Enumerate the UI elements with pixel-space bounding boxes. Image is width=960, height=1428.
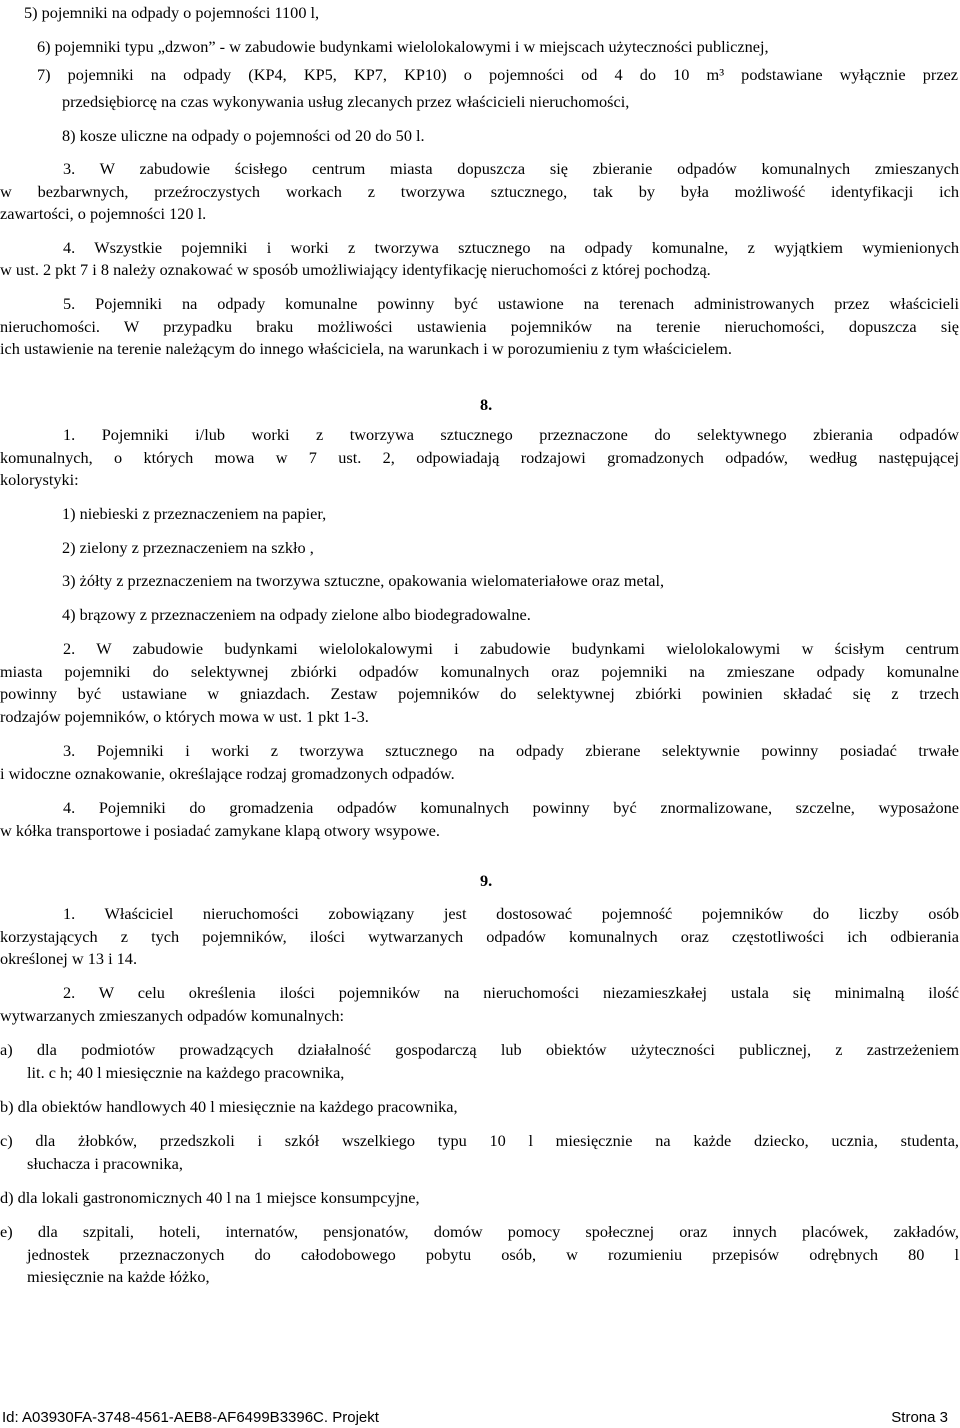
section-heading: 8.	[480, 395, 493, 414]
page-number: Strona 3	[891, 1409, 948, 1426]
paragraph-line: i widoczne oznakowanie, określające rodzaj gromadzonych odpadów.	[0, 764, 455, 783]
list-item: b) dla obiektów handlowych 40 l miesięcznie na każdego pracownika,	[0, 1097, 458, 1116]
paragraph-line: miasta pojemniki do selektywnej zbiórki odpadów komunalnych oraz pojemniki na zmieszane odpady komunalne	[0, 662, 959, 681]
paragraph-line: 3. W zabudowie ścisłego centrum miasta dopuszcza się zbieranie odpadów komunalnych zmieszanych	[63, 159, 959, 178]
list-item-continuation: jednostek przeznaczonych do całodobowego pobytu osób, w rozumieniu przepisów odrębnych 80 l	[27, 1245, 959, 1264]
paragraph-line: wytwarzanych zmieszanych odpadów komunalnych:	[0, 1006, 345, 1025]
paragraph-line: komunalnych, o których mowa w 7 ust. 2, odpowiadają rodzajowi gromadzonych odpadów, według następującej	[0, 448, 959, 467]
paragraph-line: 4. Pojemniki do gromadzenia odpadów komunalnych powinny być znormalizowane, szczelne, wyposażone	[63, 798, 959, 817]
list-item: 3) żółty z przeznaczeniem na tworzywa sztuczne, opakowania wielomateriałowe oraz metal,	[62, 571, 665, 590]
paragraph-line: 2. W zabudowie budynkami wielolokalowymi i zabudowie budynkami wielolokalowymi w ścisłym centrum	[63, 639, 959, 658]
list-item: 2) zielony z przeznaczeniem na szkło ,	[62, 538, 314, 557]
list-item: 1) niebieski z przeznaczeniem na papier,	[62, 504, 327, 523]
paragraph-line: kolorystyki:	[0, 470, 79, 489]
list-item-continuation: miesięcznie na każde łóżko,	[27, 1267, 210, 1286]
paragraph-line: korzystających z tych pojemników, ilości wytwarzanych odpadów komunalnych oraz częstotliwości ich odbierania	[0, 927, 959, 946]
paragraph-line: 2. W celu określenia ilości pojemników na nieruchomości niezamieszkałej ustala się minimalną ilość	[63, 983, 959, 1002]
paragraph-line: określonej w 13 i 14.	[0, 949, 138, 968]
list-item: e) dla szpitali, hoteli, internatów, pensjonatów, domów pomocy społecznej oraz innych placówek, zakładów,	[0, 1222, 959, 1241]
list-item: c) dla żłobków, przedszkoli i szkół wszelkiego typu 10 l miesięcznie na każde dziecko, ucznia, studenta,	[0, 1131, 959, 1150]
list-item-continuation: słuchacza i pracownika,	[27, 1154, 183, 1173]
paragraph-line: 1. Pojemniki i/lub worki z tworzywa sztucznego przeznaczone do selektywnego zbierania odpadów	[63, 425, 959, 444]
paragraph-line: nieruchomości. W przypadku braku możliwości ustawienia pojemników na terenie nieruchomości, dopuszcza się	[0, 317, 959, 336]
paragraph-line: w ust. 2 pkt 7 i 8 należy oznakować w sposób umożliwiający identyfikację nieruchomości z której pochodzą.	[0, 260, 711, 279]
list-item: 6) pojemniki typu „dzwon” - w zabudowie budynkami wielolokalowymi i w miejscach użyteczności publicznej,	[37, 37, 769, 56]
list-item: 4) brązowy z przeznaczeniem na odpady zielone albo biodegradowalne.	[62, 605, 531, 624]
paragraph-line: 3. Pojemniki i worki z tworzywa sztucznego na odpady zbierane selektywnie powinny posiadać trwałe	[63, 741, 959, 760]
paragraph-line: zawartości, o pojemności 120 l.	[0, 204, 207, 223]
document-id: Id: A03930FA-3748-4561-AEB8-AF6499B3396C. Projekt	[2, 1409, 379, 1426]
paragraph-line: w bezbarwnych, przeźroczystych workach z tworzywa sztucznego, tak by była możliwość identyfikacji ich	[0, 182, 959, 201]
list-item: 5) pojemniki na odpady o pojemności 1100 l,	[24, 3, 320, 22]
paragraph-line: rodzajów pojemników, o których mowa w ust. 1 pkt 1-3.	[0, 707, 369, 726]
paragraph-line: powinny być ustawiane w gniazdach. Zestaw pojemników do selektywnej zbiórki powinien składać się z trzech	[0, 684, 959, 703]
list-item-continuation: lit. c h; 40 l miesięcznie na każdego pracownika,	[27, 1063, 345, 1082]
paragraph-line: 1. Właściciel nieruchomości zobowiązany jest dostosować pojemność pojemników do liczby osób	[63, 904, 959, 923]
list-item: 8) kosze uliczne na odpady o pojemności od 20 do 50 l.	[62, 126, 425, 145]
list-item: d) dla lokali gastronomicznych 40 l na 1 miejsce konsumpcyjne,	[0, 1188, 420, 1207]
section-heading: 9.	[480, 871, 493, 890]
paragraph-line: 5. Pojemniki na odpady komunalne powinny być ustawione na terenach administrowanych przez właścicieli	[63, 294, 959, 313]
paragraph-line: ich ustawienie na terenie należącym do innego właściciela, na warunkach i w porozumieniu z tym właścicielem.	[0, 339, 732, 358]
paragraph-line: w kółka transportowe i posiadać zamykane klapą otwory wsypowe.	[0, 821, 440, 840]
list-item: a) dla podmiotów prowadzących działalność gospodarczą lub obiektów użyteczności publicznej, z zastrzeżeniem	[0, 1040, 959, 1059]
paragraph-line: 4. Wszystkie pojemniki i worki z tworzywa sztucznego na odpady komunalne, z wyjątkiem wymienionych	[63, 238, 959, 257]
list-item-continuation: przedsiębiorcę na czas wykonywania usług zlecanych przez właścicieli nieruchomości,	[62, 92, 630, 111]
list-item: 7) pojemniki na odpady (KP4, KP5, KP7, KP10) o pojemności od 4 do 10 m³ podstawiane wyłącznie przez	[37, 65, 958, 84]
